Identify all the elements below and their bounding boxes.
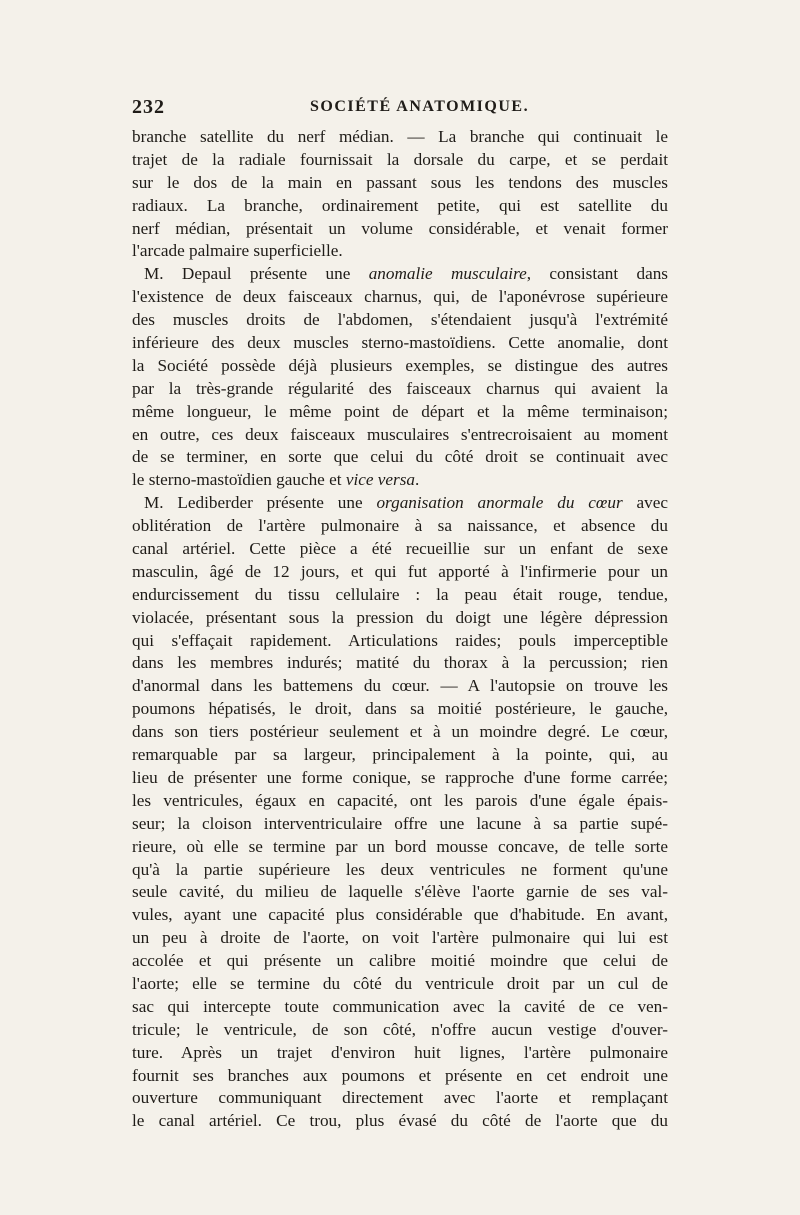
text-line (132, 927, 668, 950)
text-segment: ouverture communiquant directement avec l'aorte et remplaçant (132, 1088, 668, 1108)
text-segment: , consistant dans (526, 264, 668, 284)
text-segment: le sterno-mastoïdien gauche et (132, 470, 346, 490)
text-line (132, 973, 668, 996)
text-segment: seule cavité, du milieu de laquelle s'élève l'aorte garnie de ses val- (132, 882, 668, 902)
page-header (132, 96, 668, 124)
text-segment: avec (622, 493, 668, 513)
text-segment: dans son tiers postérieur seulement et à un moindre degré. Le cœur, (132, 722, 668, 742)
text-segment: l'aorte; elle se termine du côté du ventricule droit par un cul de (132, 973, 668, 993)
text-line (132, 469, 668, 492)
text-segment: les ventricules, égaux en capacité, ont les parois d'une égale épais- (132, 790, 668, 810)
text-segment: qui s'effaçait rapidement. Articulations raides; pouls imperceptible (132, 630, 668, 650)
text-segment: dans les membres indurés; matité du thorax à la percussion; rien (132, 653, 668, 673)
text-segment: l'existence de deux faisceaux charnus, qui, de l'aponévrose supérieure (132, 287, 668, 307)
text-line (132, 584, 668, 607)
text-line (132, 675, 668, 698)
text-segment: trajet de la radiale fournissait la dorsale du carpe, et se perdait (132, 149, 668, 169)
text-line (132, 149, 668, 172)
text-line (132, 126, 668, 149)
text-segment: ture. Après un trajet d'environ huit lignes, l'artère pulmonaire (132, 1042, 668, 1062)
text-line (132, 1019, 668, 1042)
text-segment: par la très-grande régularité des faisceaux charnus qui avaient la (132, 378, 668, 398)
text-segment: seur; la cloison interventriculaire offre une lacune à sa partie supé- (132, 813, 668, 833)
text-segment: qu'à la partie supérieure les deux ventricules ne forment qu'une (132, 859, 668, 879)
text-line (132, 790, 668, 813)
text-segment: masculin, âgé de 12 jours, et qui fut apporté à l'infirmerie pour un (132, 561, 668, 581)
page-number: 232 (132, 96, 165, 118)
text-segment: . (415, 470, 420, 490)
text-segment: violacée, présentant sous la pression du doigt une légère dépression (132, 607, 668, 627)
text-segment: un peu à droite de l'aorte, on voit l'artère pulmonaire qui lui est (132, 928, 668, 948)
text-line (132, 401, 668, 424)
text-line (132, 538, 668, 561)
text-line (132, 286, 668, 309)
text-segment: radiaux. La branche, ordinairement petite, qui est satellite du (132, 195, 668, 215)
text-segment: inférieure des deux muscles sterno-mastoïdiens. Cette anomalie, dont (132, 333, 668, 353)
text-line (132, 881, 668, 904)
text-line (132, 492, 668, 515)
text-segment: accolée et qui présente un calibre moitié moindre que celui de (132, 951, 668, 971)
text-segment: sur le dos de la main en passant sous les tendons des muscles (132, 172, 668, 192)
text-line (132, 836, 668, 859)
text-line (132, 950, 668, 973)
text-line (132, 446, 668, 469)
text-line (132, 561, 668, 584)
text-line (132, 813, 668, 836)
text-segment: la Société possède déjà plusieurs exemples, se distingue des autres (132, 355, 668, 375)
text-segment: oblitération de l'artère pulmonaire à sa naissance, et absence du (132, 516, 668, 536)
text-line (132, 996, 668, 1019)
text-line (132, 1110, 668, 1133)
text-line (132, 721, 668, 744)
italic-phrase: vice versa (345, 470, 415, 490)
text-line (132, 1087, 668, 1110)
text-line (132, 744, 668, 767)
text-segment: endurcissement du tissu cellulaire : la peau était rouge, tendue, (132, 584, 668, 604)
text-line (132, 355, 668, 378)
text-segment: nerf médian, présentait un volume considérable, et venait former (132, 218, 668, 238)
text-line (132, 195, 668, 218)
text-line (132, 309, 668, 332)
text-segment: vules, ayant une capacité plus considérable que d'habitude. En avant, (132, 905, 668, 925)
body-text (132, 126, 668, 1133)
running-title: SOCIÉTÉ ANATOMIQUE. (310, 98, 530, 115)
text-line (132, 332, 668, 355)
text-line (132, 859, 668, 882)
text-line (132, 515, 668, 538)
text-line (132, 630, 668, 653)
text-segment: lieu de présenter une forme conique, se rapproche d'une forme carrée; (132, 767, 668, 787)
text-line (132, 1042, 668, 1065)
text-segment: M. Depaul présente une (144, 264, 369, 284)
text-segment: canal artériel. Cette pièce a été recueillie sur un enfant de sexe (132, 539, 668, 559)
text-line (132, 263, 668, 286)
text-line (132, 218, 668, 241)
text-segment: des muscles droits de l'abdomen, s'étendaient jusqu'à l'extrémité (132, 310, 668, 330)
text-segment: de se terminer, en sorte que celui du côté droit se continuait avec (132, 447, 668, 467)
text-segment: poumons hépatisés, le droit, dans sa moitié postérieure, le gauche, (132, 699, 668, 719)
text-line (132, 240, 668, 263)
text-line (132, 1065, 668, 1088)
text-line (132, 767, 668, 790)
text-line (132, 172, 668, 195)
text-segment: tricule; le ventricule, de son côté, n'offre aucun vestige d'ouver- (132, 1019, 668, 1039)
document-page (132, 96, 668, 1196)
text-segment: rieure, où elle se termine par un bord mousse concave, de telle sorte (132, 836, 668, 856)
text-line (132, 904, 668, 927)
text-segment: remarquable par sa largeur, principalement à la pointe, qui, au (132, 745, 668, 765)
text-segment: M. Lediberder présente une (144, 493, 377, 513)
text-segment: le canal artériel. Ce trou, plus évasé du côté de l'aorte que du (132, 1111, 668, 1131)
text-segment: l'arcade palmaire superficielle. (132, 241, 343, 261)
italic-phrase: organisation anormale du cœur (376, 493, 623, 513)
text-line (132, 698, 668, 721)
text-segment: fournit ses branches aux poumons et présente en cet endroit une (132, 1065, 668, 1085)
text-line (132, 652, 668, 675)
text-segment: branche satellite du nerf médian. — La branche qui continuait le (132, 127, 668, 146)
text-segment: même longueur, le même point de départ et la même terminaison; (132, 401, 668, 421)
italic-phrase: anomalie musculaire (368, 264, 527, 284)
text-segment: sac qui intercepte toute communication avec la cavité de ce ven- (132, 996, 668, 1016)
text-line (132, 607, 668, 630)
text-line (132, 424, 668, 447)
text-line (132, 378, 668, 401)
text-segment: d'anormal dans les battemens du cœur. — A l'autopsie on trouve les (132, 676, 668, 696)
text-segment: en outre, ces deux faisceaux musculaires s'entrecroisaient au moment (132, 424, 668, 444)
